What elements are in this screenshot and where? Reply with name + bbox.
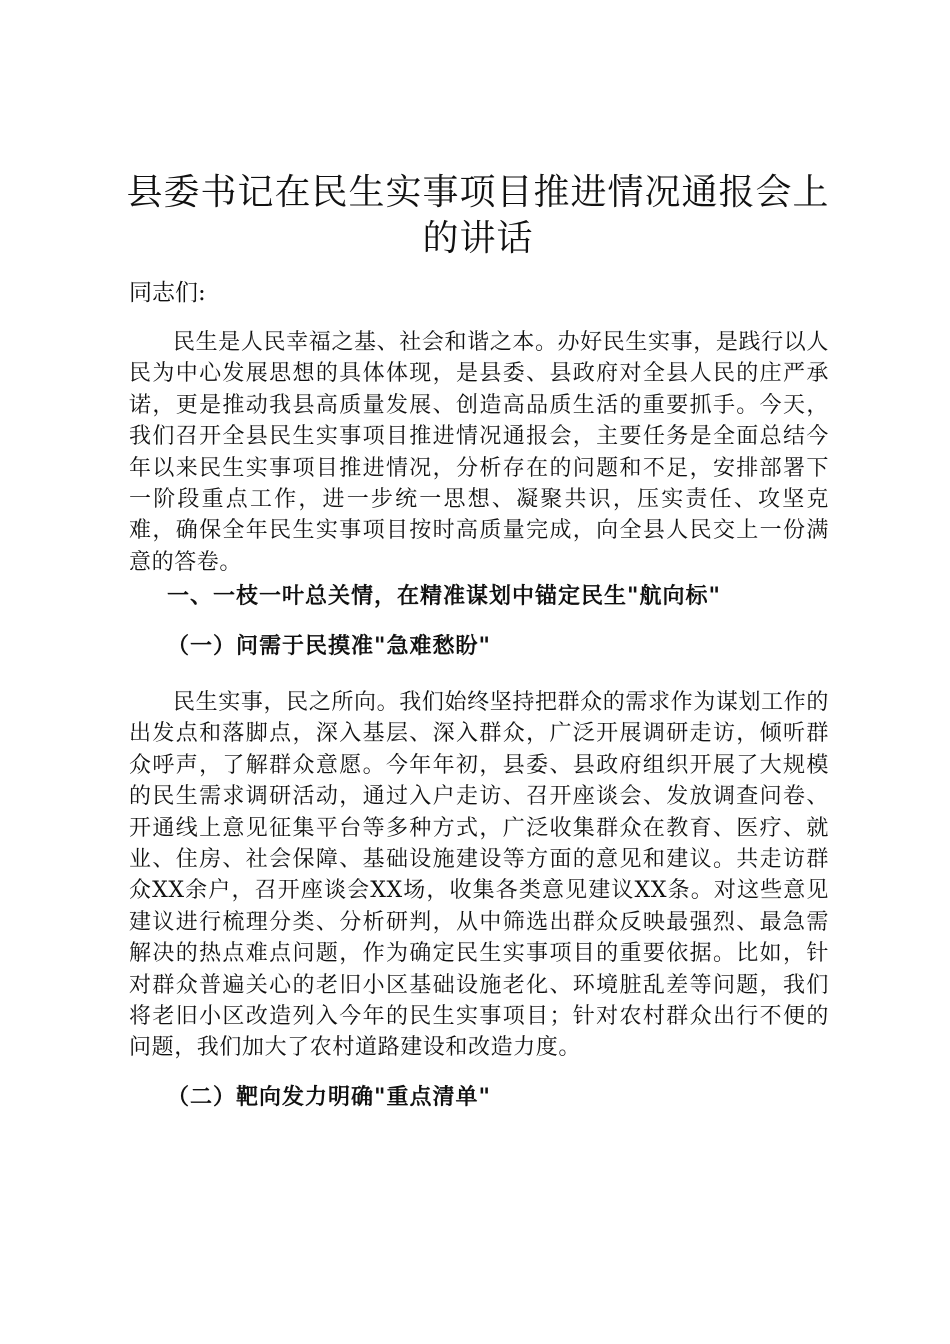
document-title: 县委书记在民生实事项目推进情况通报会上的讲话 [126,172,830,259]
paragraph-needs: 民生实事，民之所向。我们始终坚持把群众的需求作为谋划工作的出发点和落脚点，深入基层、深入群众，广泛开展调研走访，倾听群众呼声，了解群众意愿。今年年初，县委、县政府组织开展了大规模的民生需求调研活动，通过入户走访、召开座谈会、发放调查问卷、开通线上意见征集平台等多种方式，广泛收集群众在教育、医疗、就业、住房、社会保障、基础设施建设等方面的意见和建议。共走访群众XX余户，召开座谈会XX场，收集各类意见建议XX条。对这些意见建议进行梳理分类、分析研判，从中筛选出群众反映最强烈、最急需解决的热点难点问题，作为确定民生实事项目的重要依据。比如，针对群众普遍关心的老旧小区基础设施老化、环境脏乱差等问题，我们将老旧小区改造列入今年的民生实事项目；针对农村群众出行不便的问题，我们加大了农村道路建设和改造力度。 [129,690,829,1061]
subsection-heading-1-2: （二）靶向发力明确"重点清单" [167,1085,491,1110]
section-heading-1: 一、一枝一叶总关情，在精准谋划中锚定民生"航向标" [167,584,721,609]
subsection-heading-1-1: （一）问需于民摸准"急难愁盼" [167,634,491,659]
salutation: 同志们: [129,280,206,306]
paragraph-intro: 民生是人民幸福之基、社会和谐之本。办好民生实事，是践行以人民为中心发展思想的具体体现，是县委、县政府对全县人民的庄严承诺，更是推动我县高质量发展、创造高品质生活的重要抓手。今天，我们召开全县民生实事项目推进情况通报会，主要任务是全面总结今年以来民生实事项目推进情况，分析存在的问题和不足，安排部署下一阶段重点工作，进一步统一思想、凝聚共识，压实责任、攻坚克难，确保全年民生实事项目按时高质量完成，向全县人民交上一份满意的答卷。 [129,330,829,575]
